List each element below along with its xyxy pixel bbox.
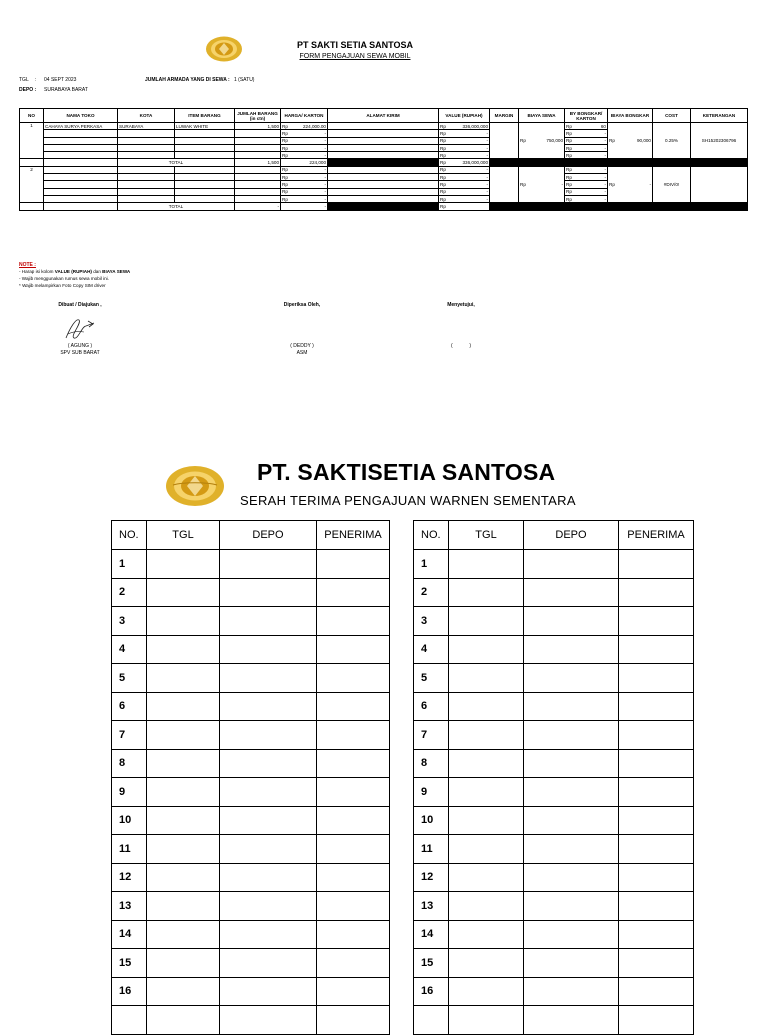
table-row [112,749,390,778]
table-row: Rp - Rp - Rp - [20,174,748,181]
total-jumlah: 1,500 [235,159,281,166]
row-number: 5 [414,664,449,693]
tgl-cell[interactable] [449,835,524,864]
table-row [112,692,390,721]
col-header: BIAYA SEWA [519,109,565,123]
total-row [20,159,748,166]
depo-cell[interactable] [220,835,317,864]
col-header: PENERIMA [619,521,694,550]
penerima-cell[interactable] [619,892,694,921]
table-row [414,892,694,921]
row-number: 9 [112,778,147,807]
tgl-cell[interactable] [147,550,220,579]
table-row [414,721,694,750]
row-number: 2 [414,578,449,607]
depo-cell[interactable] [220,749,317,778]
col-header: HARGA/ KARTON [281,109,328,123]
depo-cell[interactable] [220,550,317,579]
table-row [414,863,694,892]
penerima-cell[interactable] [317,949,390,978]
row-number: 14 [414,920,449,949]
penerima-cell[interactable] [317,550,390,579]
depo-cell[interactable] [220,578,317,607]
col-header: NO [20,109,44,123]
table-row [414,550,694,579]
penerima-cell[interactable] [619,664,694,693]
row-number: 6 [414,692,449,721]
penerima-cell[interactable] [317,835,390,864]
form-title: FORM PENGAJUAN SEWA MOBIL [299,53,411,60]
total-harga: 224,000 [281,159,328,166]
depo-cell[interactable] [524,949,619,978]
col-header: NAMA TOKO [44,109,118,123]
row-number: 3 [112,607,147,636]
tgl-cell[interactable] [449,949,524,978]
col-header: DEPO [220,521,317,550]
table-row [414,806,694,835]
penerima-cell[interactable] [317,664,390,693]
tgl-cell[interactable] [147,892,220,921]
tgl-cell[interactable] [147,1006,220,1035]
col-header: TGL [449,521,524,550]
note-line-1: - Harap isi kolom VALUE (RUPIAH) dan BIAYA SEWA [19,269,131,274]
made-by-name: ( AGUNG ) [67,343,93,349]
penerima-cell[interactable] [317,778,390,807]
col-header: KOTA [118,109,175,123]
row-number: 8 [112,749,147,778]
tgl-cell[interactable] [147,749,220,778]
penerima-cell[interactable] [619,721,694,750]
kota-cell: SURABAYA [118,123,175,130]
table-row: Rp - Rp - Rp - [20,195,748,202]
table-row: Rp - Rp - Rp - [20,181,748,188]
depo-label: DEPO : [19,87,37,93]
penerima-cell[interactable] [619,977,694,1006]
row-number [112,1006,147,1035]
penerima-cell[interactable] [619,920,694,949]
value-cell: Rp 336,000,000 [440,123,488,129]
tgl-cell[interactable] [449,863,524,892]
depo-cell[interactable] [220,977,317,1006]
penerima-cell[interactable] [619,1006,694,1035]
row-number: 2 [112,578,147,607]
penerima-cell[interactable] [619,635,694,664]
penerima-cell[interactable] [619,550,694,579]
depo-cell[interactable] [524,721,619,750]
jumlah-cell: 1,500 [235,123,281,130]
row-number: 12 [112,863,147,892]
tgl-cell[interactable] [147,664,220,693]
depo-cell[interactable] [524,607,619,636]
depo-cell[interactable] [220,778,317,807]
row-number: 7 [112,721,147,750]
table-row [20,123,748,130]
company-name: PT SAKTI SETIA SANTOSA [296,40,413,50]
tgl-cell[interactable] [147,835,220,864]
armada-value: 1 (SATU) [234,77,255,83]
row-number: 9 [414,778,449,807]
penerima-cell[interactable] [317,578,390,607]
table-row [414,778,694,807]
company-name-large: PT. SAKTISETIA SANTOSA [257,459,556,485]
handover-table-right [413,520,694,1035]
approved-by-label: Menyetujui, [447,302,475,308]
table-row [112,578,390,607]
penerima-cell[interactable] [619,949,694,978]
row-number: 4 [414,635,449,664]
checked-by-role: ASM [296,350,308,356]
made-by-role: SPV SUB BARAT [60,350,100,356]
penerima-cell[interactable] [619,778,694,807]
tgl-cell[interactable] [147,692,220,721]
col-header: NO. [112,521,147,550]
row-number: 3 [414,607,449,636]
margin-cell [490,123,519,159]
col-header: ALAMAT KIRIM [328,109,439,123]
penerima-cell[interactable] [619,607,694,636]
penerima-cell[interactable] [317,749,390,778]
tgl-cell[interactable] [449,607,524,636]
tgl-cell[interactable] [147,920,220,949]
checked-by-label: Diperiksa Oleh, [283,302,321,308]
row-number: 1 [112,550,147,579]
table-row [112,721,390,750]
alamat-cell [328,123,439,130]
depo-cell[interactable] [220,806,317,835]
by-bongkar-cell: Rp 60 [566,123,606,129]
penerima-cell[interactable] [619,835,694,864]
table-row [112,778,390,807]
handover-subtitle: SERAH TERIMA PENGAJUAN WARNEN SEMENTARA [240,493,576,508]
depo-cell[interactable] [220,721,317,750]
col-header: JUMLAH BARANG (in ctn) [235,109,281,123]
depo-cell[interactable] [524,806,619,835]
tgl-cell[interactable] [449,1006,524,1035]
row-number: 16 [112,977,147,1006]
table-row: Rp - Rp - Rp - [20,137,748,144]
penerima-cell[interactable] [317,806,390,835]
biaya-bongkar-cell: Rp 90,000 [608,123,653,159]
depo-cell[interactable] [220,692,317,721]
depo-cell[interactable] [524,778,619,807]
tgl-label: TGL [19,77,29,83]
col-header: DEPO [524,521,619,550]
table-row: 2 Rp - Rp - Rp - Rp - Rp - #DIV/0! [20,166,748,173]
depo-cell[interactable] [220,1006,317,1035]
table-row: Rp - Rp - Rp - [20,130,748,137]
penerima-cell[interactable] [317,721,390,750]
handover-table-left [111,520,390,1035]
table-header-row [20,109,748,123]
depo-cell[interactable] [524,920,619,949]
depo-cell[interactable] [524,749,619,778]
table-row [112,806,390,835]
row-number: 7 [414,721,449,750]
tgl-cell[interactable] [147,607,220,636]
tgl-cell[interactable] [147,977,220,1006]
total-row: TOTAL - - Rp [20,203,748,210]
depo-cell[interactable] [524,863,619,892]
tgl-cell[interactable] [449,977,524,1006]
row-number [414,1006,449,1035]
depo-cell[interactable] [524,977,619,1006]
tgl-cell[interactable] [449,664,524,693]
col-header: ITEM BARANG [175,109,235,123]
table-row [414,949,694,978]
note-heading: NOTE : [19,262,36,268]
row-number: 12 [414,863,449,892]
penerima-cell[interactable] [317,607,390,636]
checked-by-name: ( DEDDY ) [290,343,314,349]
penerima-cell[interactable] [317,863,390,892]
col-header: BY BONGKAR/ KARTON [565,109,608,123]
total-label: TOTAL [118,159,235,166]
table-row [112,550,390,579]
row-number: 13 [414,892,449,921]
depo-cell[interactable] [524,635,619,664]
row-no: 2 [20,166,44,202]
tgl-cell[interactable] [449,692,524,721]
penerima-cell[interactable] [619,806,694,835]
table-row [112,892,390,921]
row-number: 14 [112,920,147,949]
row-no: 1 [20,123,44,159]
penerima-cell[interactable] [317,1006,390,1035]
penerima-cell[interactable] [317,920,390,949]
table-header-row [112,521,390,550]
row-number: 10 [112,806,147,835]
penerima-cell[interactable] [619,863,694,892]
tgl-cell[interactable] [449,920,524,949]
depo-cell[interactable] [524,692,619,721]
armada-label: JUMLAH ARMADA YANG DI SEWA : [145,77,230,83]
table-row [112,920,390,949]
tgl-value: 04 SEPT 2023 [44,77,77,83]
table-row: Rp - Rp - Rp - [20,188,748,195]
row-number: 13 [112,892,147,921]
tgl-cell[interactable] [147,806,220,835]
table-row [414,920,694,949]
penerima-cell[interactable] [619,578,694,607]
tgl-cell[interactable] [449,892,524,921]
penerima-cell[interactable] [317,977,390,1006]
table-row [112,635,390,664]
depo-cell[interactable] [524,892,619,921]
tgl-cell[interactable] [147,949,220,978]
table-row [112,664,390,693]
table-row [112,977,390,1006]
tgl-cell[interactable] [449,721,524,750]
col-header: BIAYA BONGKAR [608,109,653,123]
table-row [112,949,390,978]
tgl-cell[interactable] [147,863,220,892]
tgl-cell[interactable] [449,749,524,778]
col-header: VALUE (RUPIAH) [439,109,490,123]
depo-cell[interactable] [220,664,317,693]
table-row: Rp - Rp - Rp - [20,144,748,151]
row-number: 5 [112,664,147,693]
row-number: 15 [112,949,147,978]
col-header: NO. [414,521,449,550]
table-row [112,835,390,864]
company-logo-icon [205,36,243,62]
penerima-cell[interactable] [317,635,390,664]
tgl-cell[interactable] [147,635,220,664]
table-row [414,607,694,636]
row-number: 6 [112,692,147,721]
table-row [414,977,694,1006]
table-row [414,835,694,864]
biaya-sewa-cell: Rp 750,000 [519,123,565,159]
tgl-cell[interactable] [147,778,220,807]
depo-cell[interactable] [524,578,619,607]
total-label: TOTAL [118,203,235,210]
table-row: Rp - Rp - Rp - [20,152,748,159]
company-logo-icon [165,465,225,507]
tgl-cell[interactable] [449,806,524,835]
tgl-cell[interactable] [449,635,524,664]
col-header: PENERIMA [317,521,390,550]
approved-by-name: ( ) [451,343,471,349]
col-header: KETERANGAN [691,109,748,123]
penerima-cell[interactable] [619,692,694,721]
nama-toko-cell: CAHAYA SURYA PERKASA [44,123,118,130]
depo-cell[interactable] [524,550,619,579]
penerima-cell[interactable] [317,892,390,921]
tgl-cell[interactable] [147,721,220,750]
row-number: 11 [112,835,147,864]
cost-cell: 0.25% [653,123,691,159]
cost-cell: #DIV/0! [653,166,691,202]
signature-image [62,314,98,342]
row-number: 16 [414,977,449,1006]
tgl-cell[interactable] [449,578,524,607]
penerima-cell[interactable] [317,692,390,721]
row-number: 11 [414,835,449,864]
col-header: TGL [147,521,220,550]
keterangan-cell: SH15202306796 [691,123,748,159]
made-by-label: Dibuat / Diajukan , [58,302,102,308]
table-row [414,749,694,778]
depo-cell[interactable] [220,920,317,949]
tgl-separator: : [35,77,37,83]
row-number: 1 [414,550,449,579]
row-number: 15 [414,949,449,978]
note-line-3: * Wajib melampirkan Foto Copy SIM driver [19,283,106,288]
note-line-2: - Wajib menggunakan rumus sewa mobil ini. [19,276,109,281]
table-row [414,692,694,721]
depo-cell[interactable] [524,664,619,693]
depo-cell[interactable] [220,635,317,664]
depo-cell[interactable] [220,607,317,636]
depo-cell[interactable] [220,892,317,921]
item-cell: LUWAK WHITE [175,123,235,130]
depo-cell[interactable] [524,835,619,864]
depo-value: SURABAYA BARAT [44,87,88,93]
table-row [414,635,694,664]
tgl-cell[interactable] [449,778,524,807]
row-number: 10 [414,806,449,835]
penerima-cell[interactable] [619,749,694,778]
depo-cell[interactable] [524,1006,619,1035]
depo-cell[interactable] [220,949,317,978]
table-row [112,863,390,892]
table-row [414,578,694,607]
tgl-cell[interactable] [147,578,220,607]
rental-request-table [19,108,748,211]
tgl-cell[interactable] [449,550,524,579]
table-row [414,1006,694,1035]
table-row [112,607,390,636]
col-header: MARGIN [490,109,519,123]
table-row [414,664,694,693]
col-header: COST [653,109,691,123]
depo-cell[interactable] [220,863,317,892]
row-number: 4 [112,635,147,664]
table-header-row [414,521,694,550]
row-number: 8 [414,749,449,778]
table-row [112,1006,390,1035]
harga-cell: Rp 224,000.00 [282,123,326,129]
total-value: Rp 336,000,000 [440,160,488,166]
